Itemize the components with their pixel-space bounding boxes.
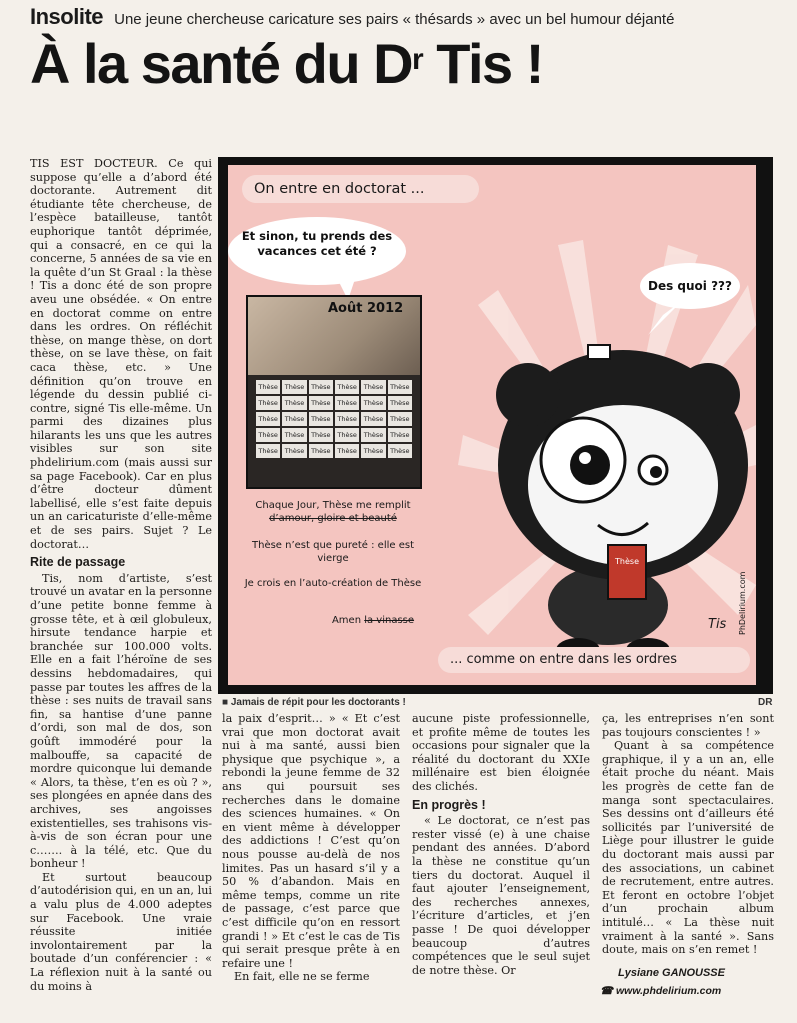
caption-text: Jamais de répit pour les doctorants ! xyxy=(230,697,406,708)
side-watermark: PhDelirium.com xyxy=(738,571,747,635)
paragraph: aucune piste professionnelle, et profite même de toutes les occasions pour signaler que la réalité du doctorant du XXIe millénaire est bien éloignée des clichés. xyxy=(412,712,590,793)
calendar-cell: Thèse xyxy=(256,412,280,426)
calendar-cell: Thèse xyxy=(282,380,306,394)
line-text-struck: la vinasse xyxy=(364,615,415,626)
handwritten-line-1 xyxy=(228,499,438,525)
photo-caption: ■ Jamais de répit pour les doctorants ! xyxy=(222,697,406,708)
subheading: Rite de passage xyxy=(30,555,126,570)
paragraph: « Le doctorat, ce n’est pas rester vissé (e) à une chaise pendant des années. D’abord la thèse ne constitue qu’un tiers du doctorat. Auquel il faut ajouter l’enseignement, des recherches annexes, l’écriture d’articles, et j’en passe ! De quoi développer beaucoup d’autres compétences que le seul sujet de notre thèse. Or xyxy=(412,814,590,977)
calendar-cell: Thèse xyxy=(388,396,412,410)
handwritten-line-2: Thèse n’est que pureté : elle est vierge xyxy=(252,540,414,564)
calendar-cell: Thèse xyxy=(309,412,333,426)
kicker: Insolite xyxy=(30,4,104,29)
column-3 xyxy=(412,712,590,977)
calendar-cell: Thèse xyxy=(335,380,359,394)
website-text[interactable]: www.phdelirium.com xyxy=(616,985,722,997)
calendar-cell: Thèse xyxy=(388,412,412,426)
paragraph: la paix d’esprit… » « Et c’est vrai que mon doctorat avait nui à ma santé, aussi bien physique que psychique », a rebondi la jeune femme de 32 ans qui poursuit ses recherches dans le domaine des sciences humaines. « On en vient même à développer des addictions ! C’est qu’on nous pousse au-delà de nos limites. Pas un hasard s’il y a 50 % d’abandon. Mais en même temps, comme un rite de passage, c’est parce que c’est difficile qu’on en ressort grandi ! » Et c’est le cas de Tis qui serait presque prête à en refaire une ! xyxy=(222,712,400,970)
calendar-cell: Thèse xyxy=(282,444,306,458)
paragraph: TIS EST DOCTEUR. Ce qui suppose qu’elle a d’abord été doctorante. Autrement dit étudiante tête chercheuse, de l’espèce batailleuse, tantôt euphorique tantôt déprimée, qui a consacré, en ce qui la concerne, 5 années de sa vie en la quête d’un St Graal : la thèse ! Tis a donc été de son propre aveu une obsédée. « On entre en doctorat comme on entre dans les ordres. On réfléchit thèse, on mange thèse, on dort thèse, on se lave thèse, on fait caca thèse, etc. » Une définition qu’on trouve en légende du dessin publié ci-contre, signé Tis elle-même. Un parmi des dizaines plus hilarants les uns que les autres visibles sur son site phdelirium.com (mais aussi sur sa page Facebook). Car en plus d’être docteur dûment labellisé, elle s’est faite depuis un an caricaturiste d’elle-même et de ses pairs. Sujet ? Le doctorat… xyxy=(30,157,212,551)
calendar-cell: Thèse xyxy=(282,428,306,442)
calendar-cell: Thèse xyxy=(309,444,333,458)
calendar-cell: Thèse xyxy=(361,444,385,458)
kicker-row xyxy=(30,4,790,34)
calendar-title: Août 2012 xyxy=(328,301,404,316)
calendar-cell: Thèse xyxy=(309,396,333,410)
top-caption-pill: On entre en doctorat ... xyxy=(242,175,479,203)
speech-bubble-left: Et sinon, tu prends des vacances cet été ? xyxy=(228,217,406,285)
calendar-cell: Thèse xyxy=(282,396,306,410)
calendar-cell: Thèse xyxy=(309,428,333,442)
cartoon-panel xyxy=(228,165,756,685)
author-byline: Lysiane GANOUSSE xyxy=(618,967,725,979)
cartoon xyxy=(218,157,773,694)
calendar-cell: Thèse xyxy=(335,396,359,410)
headline-text-end: Tis ! xyxy=(422,32,543,95)
calendar xyxy=(246,295,422,489)
headline-sup: r xyxy=(412,43,423,76)
handwritten-line-4 xyxy=(298,615,448,626)
calendar-cell: Thèse xyxy=(335,444,359,458)
calendar-cell: Thèse xyxy=(388,428,412,442)
line-text: Amen xyxy=(331,615,362,626)
paragraph: Tis, nom d’artiste, s’est trouvé un avatar en la personne d’une petite bonne femme à grosse tête, et à œil globuleux, hirsute tendance harpie et branchée sur 100.000 volts. Elle en a fait l’héroïne de ses dessins hebdomadaires, qui passe par toutes les affres de la thèse : ses nuits de travail sans fin, sa hantise d’une panne d’ordi, son mal de dos, son goûft immodéré pour la malbouffe, sa capacité de mordre quiconque lui demande « Alors, ta thèse, t’en es où ? », ses plongées en apnée dans des archives, ses angoisses existentielles, ses trahisons vis-à-vis de son écran pour une c……. à la télé, etc. Que du bonheur ! xyxy=(30,571,212,871)
paragraph: En fait, elle ne se ferme xyxy=(234,970,370,984)
paragraph: ça, les entreprises n’en sont pas toujours conscientes ! » xyxy=(602,712,774,739)
calendar-cell: Thèse xyxy=(256,396,280,410)
column-4 xyxy=(602,712,774,957)
column-1 xyxy=(30,157,212,993)
paragraph: Et surtout beaucoup d’autodérision qui, en un an, lui a valu plus de 4.000 adeptes sur Facebook. Une vraie réussite initiée involontairement par la boutade d’un conférencier : « La réflexion nuit à la santé ou du moins à xyxy=(30,870,212,993)
calendar-cell: Thèse xyxy=(309,380,333,394)
column-2 xyxy=(222,712,400,984)
handwritten-line-3: Je crois en l’auto-création de Thèse xyxy=(244,578,422,589)
headline-text: À la santé du D xyxy=(30,32,413,95)
calendar-cell: Thèse xyxy=(361,380,385,394)
line-text: Chaque Jour, Thèse me remplit xyxy=(255,500,411,511)
photo-credit: DR xyxy=(758,697,773,708)
calendar-cell: Thèse xyxy=(256,428,280,442)
subheading: En progrès ! xyxy=(412,797,486,812)
calendar-cell: Thèse xyxy=(335,412,359,426)
calendar-grid xyxy=(256,380,412,458)
calendar-cell: Thèse xyxy=(361,412,385,426)
calendar-cell: Thèse xyxy=(256,444,280,458)
calendar-cell: Thèse xyxy=(388,444,412,458)
kicker-subtitle: Une jeune chercheuse caricature ses pairs « thésards » avec un bel humour déjanté xyxy=(114,11,675,28)
website-link[interactable]: ☎ www.phdelirium.com xyxy=(600,985,722,997)
calendar-cell: Thèse xyxy=(388,380,412,394)
speech-bubble-right: Des quoi ??? xyxy=(640,263,740,309)
bottom-caption-pill: ... comme on entre dans les ordres xyxy=(438,647,750,673)
calendar-cell: Thèse xyxy=(256,380,280,394)
headline xyxy=(30,32,543,96)
line-text-struck: d’amour, gloire et beauté xyxy=(269,513,397,524)
calendar-cell: Thèse xyxy=(361,428,385,442)
paragraph: Quant à sa compétence graphique, il y a un an, elle était proche du néant. Mais les progrès de cette fan de manga sont spectaculaires. Ses dessins ont d’ailleurs été sollicités par l’université de Liège pour illustrer le guide du doctorant mais aussi par des associations, un cabinet de recrutement, entre autres. Et feront en octobre l’objet d’un prochain album intitulé… « La thèse nuit vraiment à la santé ». Sans doute, mais on s’en remet ! xyxy=(602,739,774,957)
calendar-cell: Thèse xyxy=(282,412,306,426)
calendar-cell: Thèse xyxy=(361,396,385,410)
book-label: Thèse xyxy=(615,557,639,566)
signature: Tis xyxy=(708,617,727,632)
calendar-cell: Thèse xyxy=(335,428,359,442)
